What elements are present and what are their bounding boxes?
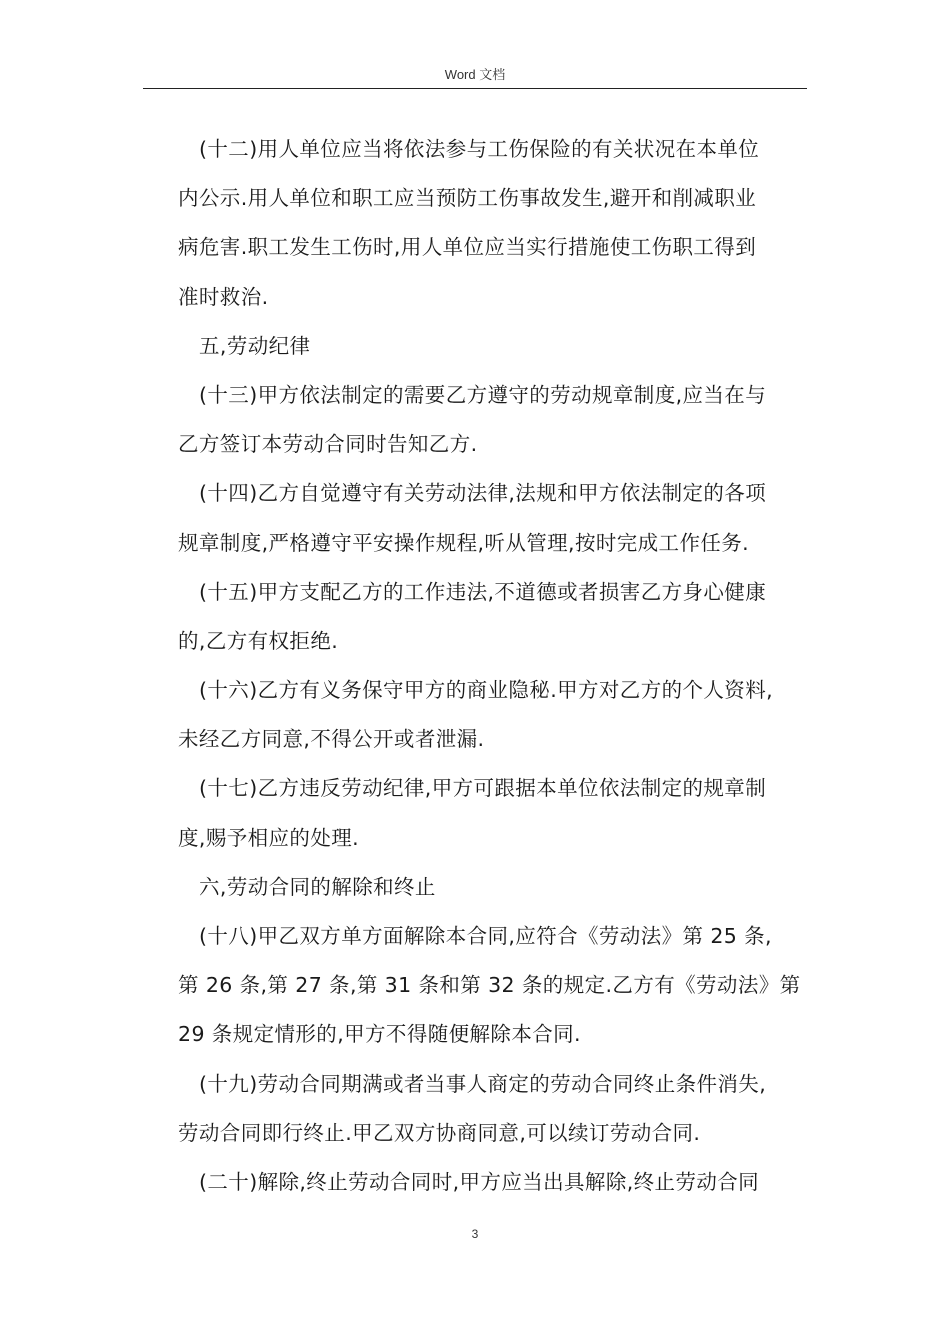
text-line: 六,劳动合同的解除和终止 <box>199 874 436 899</box>
text-line: 内公示.用人单位和职工应当预防工伤事故发生,避开和削减职业 <box>178 186 757 211</box>
text-line: (十五)甲方支配乙方的工作违法,不道德或者损害乙方身心健康 <box>199 579 767 604</box>
text-line: (十九)劳动合同期满或者当事人商定的劳动合同终止条件消失, <box>199 1071 767 1096</box>
text-line: (十六)乙方有义务保守甲方的商业隐秘.甲方对乙方的个人资料, <box>199 678 774 703</box>
text-line: 劳动合同即行终止.甲乙双方协商同意,可以续订劳动合同. <box>178 1120 701 1145</box>
page-header-title: Word 文档 <box>444 67 506 82</box>
text-line: (十七)乙方违反劳动纪律,甲方可跟据本单位依法制定的规章制 <box>199 776 767 801</box>
document-body <box>178 125 803 1207</box>
text-line: 准时救治. <box>178 284 269 309</box>
text-line: 29 条规定情形的,甲方不得随便解除本合同. <box>178 1022 581 1047</box>
text-line: 度,赐予相应的处理. <box>178 825 360 850</box>
text-line: (十二)用人单位应当将依法参与工伤保险的有关状况在本单位 <box>199 137 760 161</box>
text-line: 第 26 条,第 27 条,第 31 条和第 32 条的规定.乙方有《劳动法》第 <box>178 973 801 998</box>
text-line: 未经乙方同意,不得公开或者泄漏. <box>178 727 485 752</box>
text-line: (十八)甲乙双方单方面解除本合同,应符合《劳动法》第 25 条, <box>199 924 772 948</box>
header-divider <box>143 88 807 89</box>
text-line: 的,乙方有权拒绝. <box>178 628 339 653</box>
text-line: 规章制度,严格遵守平安操作规程,听从管理,按时完成工作任务. <box>178 530 750 555</box>
text-line: (十三)甲方依法制定的需要乙方遵守的劳动规章制度,应当在与 <box>199 382 767 407</box>
page-number: 3 <box>471 1227 479 1241</box>
text-line: 乙方签订本劳动合同时告知乙方. <box>178 432 478 457</box>
text-line: (二十)解除,终止劳动合同时,甲方应当出具解除,终止劳动合同 <box>199 1169 760 1194</box>
text-line: 五,劳动纪律 <box>199 333 311 358</box>
text-line: 病危害.职工发生工伤时,用人单位应当实行措施使工伤职工得到 <box>178 235 757 260</box>
text-line: (十四)乙方自觉遵守有关劳动法律,法规和甲方依法制定的各项 <box>199 481 767 506</box>
